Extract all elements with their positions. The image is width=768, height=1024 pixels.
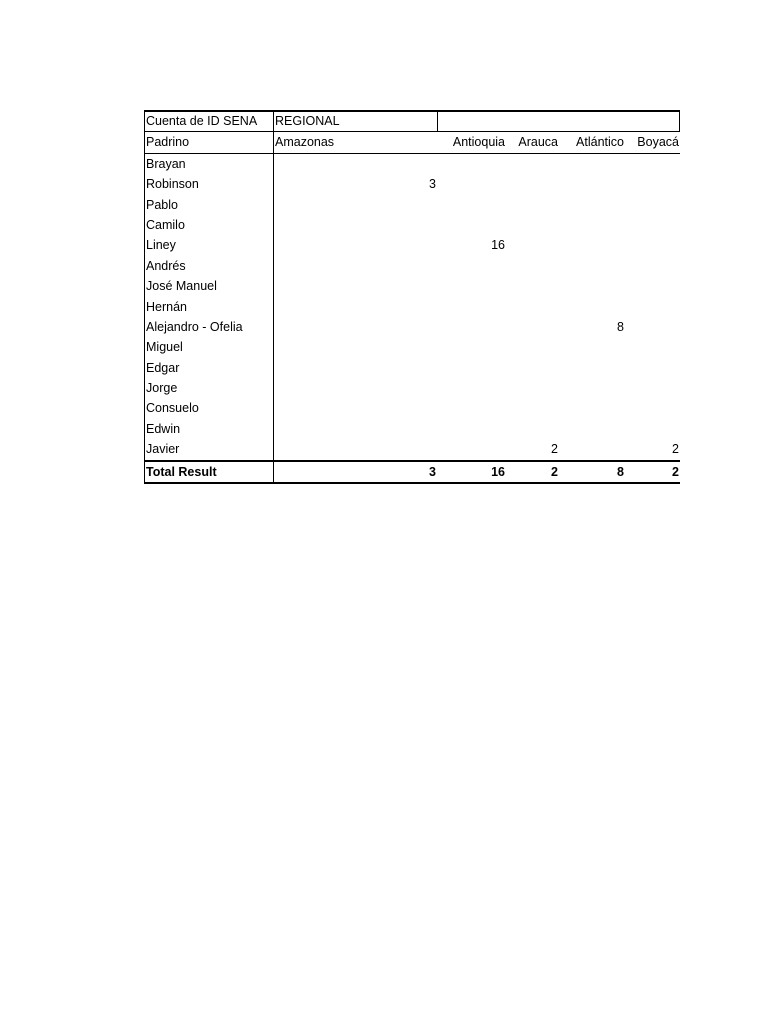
value-cell[interactable]: [508, 337, 558, 357]
value-cell[interactable]: [440, 398, 505, 418]
value-cell[interactable]: [374, 398, 436, 418]
value-cell[interactable]: [508, 317, 558, 337]
table-row: [144, 317, 680, 337]
value-cell[interactable]: 16: [491, 238, 505, 253]
value-cell[interactable]: [440, 276, 505, 296]
total-value[interactable]: 2: [551, 464, 558, 479]
row-label[interactable]: Liney: [146, 238, 176, 253]
value-cell[interactable]: [508, 358, 558, 378]
row-label[interactable]: Jorge: [146, 381, 178, 396]
row-label[interactable]: Brayan: [146, 156, 186, 171]
total-value[interactable]: 8: [617, 464, 624, 479]
value-cell[interactable]: [627, 378, 679, 398]
value-cell[interactable]: [440, 317, 505, 337]
value-cell[interactable]: [374, 419, 436, 439]
value-cell[interactable]: [374, 378, 436, 398]
value-cell[interactable]: [561, 439, 624, 459]
value-cell[interactable]: [627, 256, 679, 276]
table-row: [144, 174, 680, 194]
table-row: [144, 358, 680, 378]
total-value[interactable]: 16: [491, 464, 505, 479]
value-cell[interactable]: [440, 297, 505, 317]
pivot-header-row-2: [144, 131, 680, 152]
value-cell[interactable]: [561, 195, 624, 215]
value-cell[interactable]: [440, 154, 505, 174]
column-header[interactable]: Boyacá: [637, 135, 679, 150]
value-cell[interactable]: [508, 378, 558, 398]
pivot-body: [144, 153, 680, 460]
column-header[interactable]: Antioquia: [452, 135, 505, 150]
value-cell[interactable]: 8: [617, 319, 624, 334]
header-right-border: [679, 110, 680, 131]
value-cell[interactable]: [561, 235, 624, 255]
value-cell[interactable]: 2: [672, 442, 679, 457]
value-cell[interactable]: [627, 195, 679, 215]
row-field-label[interactable]: Padrino: [146, 135, 190, 150]
column-header[interactable]: Atlántico: [576, 135, 624, 150]
column-field-label[interactable]: REGIONAL: [275, 114, 340, 128]
value-cell[interactable]: [508, 256, 558, 276]
value-cell[interactable]: [561, 215, 624, 235]
pivot-header-row-1: [144, 111, 680, 131]
value-cell[interactable]: [440, 337, 505, 357]
row-label[interactable]: José Manuel: [146, 279, 217, 294]
row-label[interactable]: Miguel: [146, 340, 183, 355]
value-cell[interactable]: [627, 235, 679, 255]
value-cell[interactable]: [374, 235, 436, 255]
value-cell[interactable]: [374, 195, 436, 215]
table-row: [144, 337, 680, 357]
row-label[interactable]: Javier: [146, 442, 180, 457]
value-cell[interactable]: [374, 439, 436, 459]
value-cell[interactable]: [374, 276, 436, 296]
value-cell[interactable]: [374, 154, 436, 174]
column-header[interactable]: Amazonas: [275, 135, 335, 150]
column-header[interactable]: Arauca: [518, 135, 558, 150]
value-cell[interactable]: [561, 297, 624, 317]
value-cell[interactable]: [561, 398, 624, 418]
total-label[interactable]: Total Result: [146, 464, 217, 479]
row-label[interactable]: Alejandro - Ofelia: [146, 319, 243, 334]
value-cell[interactable]: 3: [429, 177, 436, 192]
value-cell[interactable]: [440, 358, 505, 378]
row-label[interactable]: Edwin: [146, 421, 181, 436]
value-cell[interactable]: [627, 398, 679, 418]
value-cell[interactable]: [508, 297, 558, 317]
value-cell[interactable]: [561, 358, 624, 378]
value-cell[interactable]: [440, 419, 505, 439]
row-label[interactable]: Andrés: [146, 258, 186, 273]
value-cell[interactable]: [561, 276, 624, 296]
row-label[interactable]: Camilo: [146, 217, 185, 232]
table-row: [144, 378, 680, 398]
value-cell[interactable]: [374, 215, 436, 235]
value-cell[interactable]: [627, 215, 679, 235]
value-cell[interactable]: [440, 256, 505, 276]
value-cell[interactable]: [627, 174, 679, 194]
value-cell[interactable]: [561, 337, 624, 357]
value-cell[interactable]: [374, 337, 436, 357]
value-cell[interactable]: [508, 215, 558, 235]
value-cell[interactable]: [508, 398, 558, 418]
value-cell[interactable]: [508, 276, 558, 296]
value-cell[interactable]: [561, 378, 624, 398]
value-cell[interactable]: [561, 154, 624, 174]
table-row: [144, 398, 680, 418]
table-row: [144, 154, 680, 174]
value-cell[interactable]: [440, 215, 505, 235]
value-cell[interactable]: [627, 337, 679, 357]
row-label[interactable]: Robinson: [146, 177, 199, 192]
value-cell[interactable]: 2: [551, 442, 558, 457]
table-row: [144, 256, 680, 276]
value-cell[interactable]: [627, 154, 679, 174]
value-cell[interactable]: [627, 358, 679, 378]
table-row: [144, 439, 680, 459]
table-row: [144, 235, 680, 255]
value-cell[interactable]: [508, 235, 558, 255]
value-cell[interactable]: [627, 276, 679, 296]
table-row: [144, 215, 680, 235]
value-cell[interactable]: [627, 419, 679, 439]
pivot-table: [144, 110, 680, 484]
value-cell[interactable]: [561, 256, 624, 276]
corner-label[interactable]: Cuenta de ID SENA: [146, 114, 258, 128]
value-cell[interactable]: [374, 358, 436, 378]
header-cell-separator: [437, 110, 438, 131]
value-cell[interactable]: [627, 317, 679, 337]
total-value[interactable]: 3: [429, 464, 436, 479]
table-row: [144, 297, 680, 317]
total-value[interactable]: 2: [672, 464, 679, 479]
value-cell[interactable]: [561, 174, 624, 194]
value-cell[interactable]: [374, 317, 436, 337]
row-label[interactable]: Edgar: [146, 360, 180, 375]
table-row: [144, 419, 680, 439]
value-cell[interactable]: [440, 195, 505, 215]
value-cell[interactable]: [508, 154, 558, 174]
value-cell[interactable]: [627, 297, 679, 317]
value-cell[interactable]: [508, 174, 558, 194]
table-row: [144, 276, 680, 296]
left-border: [144, 110, 145, 484]
value-cell[interactable]: [440, 439, 505, 459]
table-row: [144, 195, 680, 215]
value-cell[interactable]: [440, 378, 505, 398]
value-cell[interactable]: [508, 419, 558, 439]
value-cell[interactable]: [440, 174, 505, 194]
row-label[interactable]: Pablo: [146, 197, 178, 212]
value-cell[interactable]: [561, 419, 624, 439]
total-row: [144, 460, 680, 484]
value-cell[interactable]: [508, 195, 558, 215]
row-label[interactable]: Consuelo: [146, 401, 199, 416]
row-label-separator: [273, 110, 274, 484]
value-cell[interactable]: [374, 256, 436, 276]
row-label[interactable]: Hernán: [146, 299, 187, 314]
value-cell[interactable]: [374, 297, 436, 317]
